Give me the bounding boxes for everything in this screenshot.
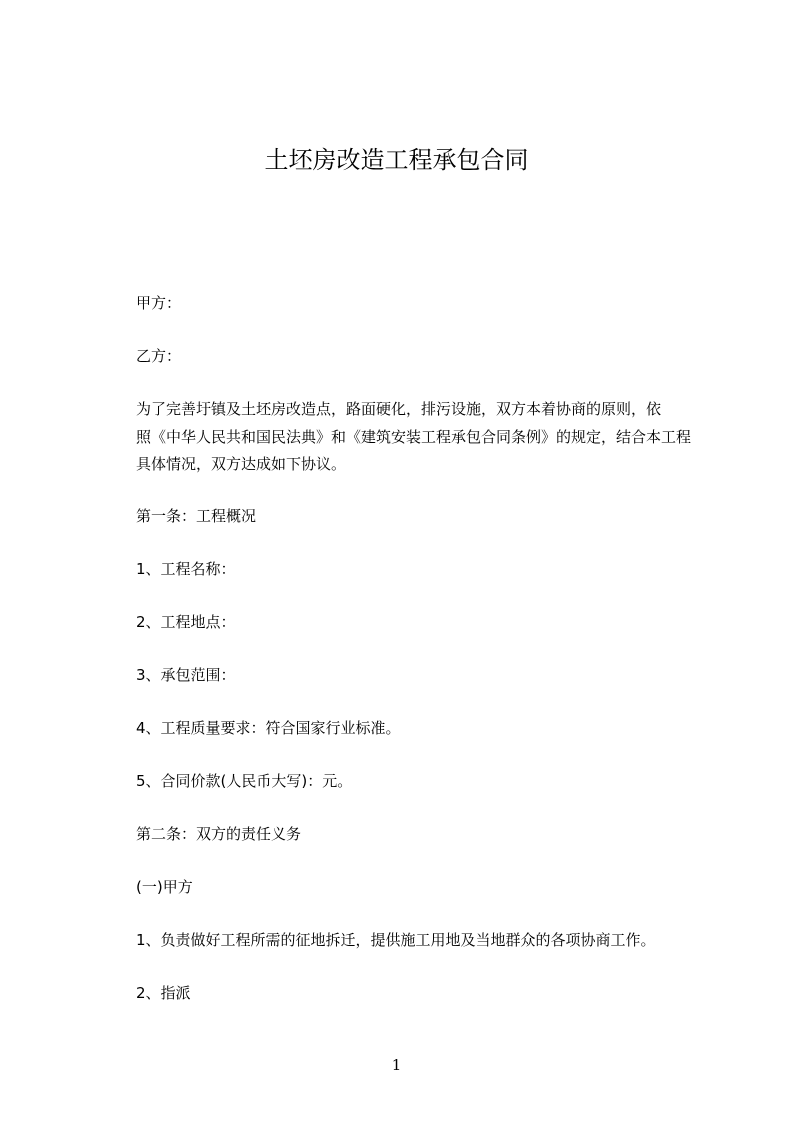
article-1-item-2: 2、工程地点： — [136, 613, 236, 631]
article-1-item-5: 5、合同价款(人民币大写)：元。 — [136, 772, 353, 790]
party-a-label: 甲方： — [136, 294, 182, 312]
intro-paragraph — [136, 396, 716, 422]
intro-line-1: 为了完善圩镇及土坯房改造点，路面硬化，排污设施，双方本着协商的原则，依 — [136, 400, 662, 418]
page-number: 1 — [391, 1056, 402, 1074]
document-title: 土坯房改造工程承包合同 — [264, 146, 529, 174]
article-1-item-3: 3、承包范围： — [136, 666, 236, 684]
article-1-item-4: 4、工程质量要求：符合国家行业标准。 — [136, 719, 401, 737]
article-2-subheading-party-a: (一)甲方 — [136, 878, 193, 896]
party-b-label: 乙方： — [136, 347, 182, 365]
intro-line-2: 照《中华人民共和国民法典》和《建筑安装工程承包合同条例》的规定，结合本工程 — [136, 428, 692, 446]
article-2-item-1: 1、负责做好工程所需的征地拆迁，提供施工用地及当地群众的各项协商工作。 — [136, 931, 656, 949]
article-1-heading: 第一条：工程概况 — [136, 507, 257, 525]
intro-paragraph-end — [136, 451, 716, 477]
article-2-item-2: 2、指派 — [136, 984, 191, 1002]
intro-paragraph-cont — [136, 424, 716, 450]
article-1-item-1: 1、工程名称： — [136, 560, 236, 578]
article-2-heading: 第二条：双方的责任义务 — [136, 825, 302, 843]
intro-line-3: 具体情况，双方达成如下协议。 — [136, 455, 347, 473]
